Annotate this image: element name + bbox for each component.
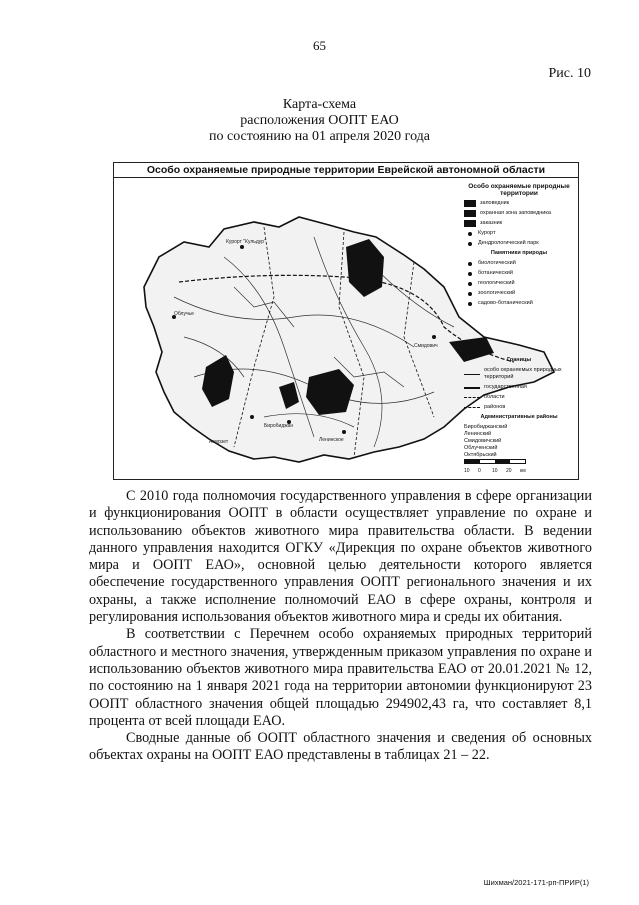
legend-rayon-3: Смидовичский xyxy=(464,438,502,444)
legend-row-border-rayon xyxy=(464,404,574,411)
legend-admin-title: Административные районы xyxy=(480,414,558,420)
paragraph-3: Сводные данные об ООПТ областного значения и сведения об основных объектах охраны на ООПТ ЕАО представлены в таблицах 21 – 22. xyxy=(89,730,592,764)
legend-label: государственная xyxy=(484,384,527,390)
legend-row-sadovo xyxy=(464,300,574,307)
legend-rayon-4: Облученский xyxy=(464,445,498,451)
paragraph-2: В соответствии с Перечнем особо охраняемых природных территорий областного и местного значения, утвержденным приказом управления по охране и использованию объектов животного мира правительства ЕАО от 20.01.2021 № 12, по состоянию на 1 января 2021 года на территории автономии функционируют 23 ООПТ областного значения общей площадью 294902,43 га, что составляет 8,1 процента от всей площади ЕАО. xyxy=(89,626,592,729)
legend-row-okhrannaya xyxy=(464,210,574,217)
marker-icon xyxy=(468,262,472,266)
legend-row-border-oblast xyxy=(464,394,574,401)
legend-row-zapovednik xyxy=(464,200,574,207)
label-smidovich: Смидович xyxy=(414,343,438,349)
tree-icon xyxy=(468,242,472,246)
legend-label: особо охраняемых природных территорий xyxy=(484,367,562,380)
legend-label: зоологический xyxy=(478,290,516,296)
label-obluchye: Облучье xyxy=(174,311,194,317)
map-legend xyxy=(464,183,574,474)
label-birobidzhan: Биробиджан xyxy=(264,423,294,429)
paragraph-1: С 2010 года полномочия государственного управления в сфере организации и функционирования ООПТ в области осуществляет управление по охране и использованию объектов животного мира правительства области. В ведении данного управления находится ОГКУ «Дирекция по охране объектов животного мира и ООПТ ЕАО», основной целью деятельности которого является обеспечение государственного управления ООПТ регионального значения и их охраны, а также исполнение полномочий ЕАО в сфере охраны, контроля и регулирования использования объектов животного мира и среды их обитания. xyxy=(89,488,592,626)
legend-rayon-1: Биробиджанский xyxy=(464,424,508,430)
line-sample xyxy=(464,387,480,389)
zapovednik-swatch xyxy=(464,200,476,207)
marker-icon xyxy=(468,272,472,276)
legend-row-geo xyxy=(464,280,574,287)
legend-row-zoo xyxy=(464,290,574,297)
legend-borders-title: Границы xyxy=(506,357,532,363)
scale-tick: км xyxy=(520,468,526,474)
document-footer: Шихман/2021-171-рп-ПРИР(1) xyxy=(483,878,589,887)
marker-icon xyxy=(468,302,472,306)
legend-row-border-state xyxy=(464,384,574,391)
legend-monuments-title: Памятники природы xyxy=(490,250,548,256)
legend-label: геологический xyxy=(478,280,515,286)
legend-row-zakaznik xyxy=(464,220,574,227)
map-title-line-2: расположения ООПТ ЕАО xyxy=(240,113,399,128)
legend-label: заповедник xyxy=(480,200,510,206)
label-leninskoe: Ленинское xyxy=(319,437,344,443)
zakaznik-swatch xyxy=(464,220,476,227)
legend-row-kurort xyxy=(464,230,574,237)
marker-icon xyxy=(468,292,472,296)
legend-row-dendro xyxy=(464,240,574,247)
map-title-line-3: по состоянию на 01 апреля 2020 года xyxy=(208,129,430,144)
legend-label: районов xyxy=(484,404,506,410)
map-header: Особо охраняемые природные территории Еврейской автономной области xyxy=(114,163,578,178)
marker-icon xyxy=(468,282,472,286)
legend-rayon-5: Октябрьский xyxy=(464,452,497,458)
legend-row-border-oopt xyxy=(464,367,574,381)
page-number: 65 xyxy=(313,38,326,53)
label-amurzet: Амурзет xyxy=(209,439,229,445)
map-title xyxy=(0,97,639,145)
legend-title: Особо охраняемые природные территории xyxy=(468,183,570,197)
line-sample xyxy=(464,397,480,398)
scale-tick: 10 xyxy=(464,468,470,474)
kurort-icon xyxy=(468,232,472,236)
oopt-map xyxy=(113,162,579,480)
scale-tick: 10 xyxy=(492,468,498,474)
legend-row-bot xyxy=(464,270,574,277)
legend-row-bio xyxy=(464,260,574,267)
legend-label: заказник xyxy=(480,220,503,226)
scale-bar xyxy=(464,459,526,464)
line-sample xyxy=(464,374,480,375)
legend-label: биологический xyxy=(478,260,516,266)
legend-label: ботанический xyxy=(478,270,513,276)
legend-label: Курорт xyxy=(478,230,496,236)
legend-rayon-2: Ленинский xyxy=(464,431,492,437)
label-kuldur: Курорт "Кульдур" xyxy=(226,239,266,245)
legend-label: садово-ботанический xyxy=(478,300,533,306)
scale-ticks xyxy=(464,468,534,475)
line-sample xyxy=(464,407,480,408)
scale-tick: 20 xyxy=(506,468,512,474)
legend-label: охранная зона заповедника xyxy=(480,210,551,216)
figure-label: Рис. 10 xyxy=(548,66,591,81)
okhrannaya-swatch xyxy=(464,210,476,217)
body-text xyxy=(89,488,592,765)
map-title-line-1: Карта-схема xyxy=(282,97,357,112)
scale-tick: 0 xyxy=(478,468,481,474)
legend-label: Дендрологический парк xyxy=(478,240,539,246)
legend-label: области xyxy=(484,394,505,400)
